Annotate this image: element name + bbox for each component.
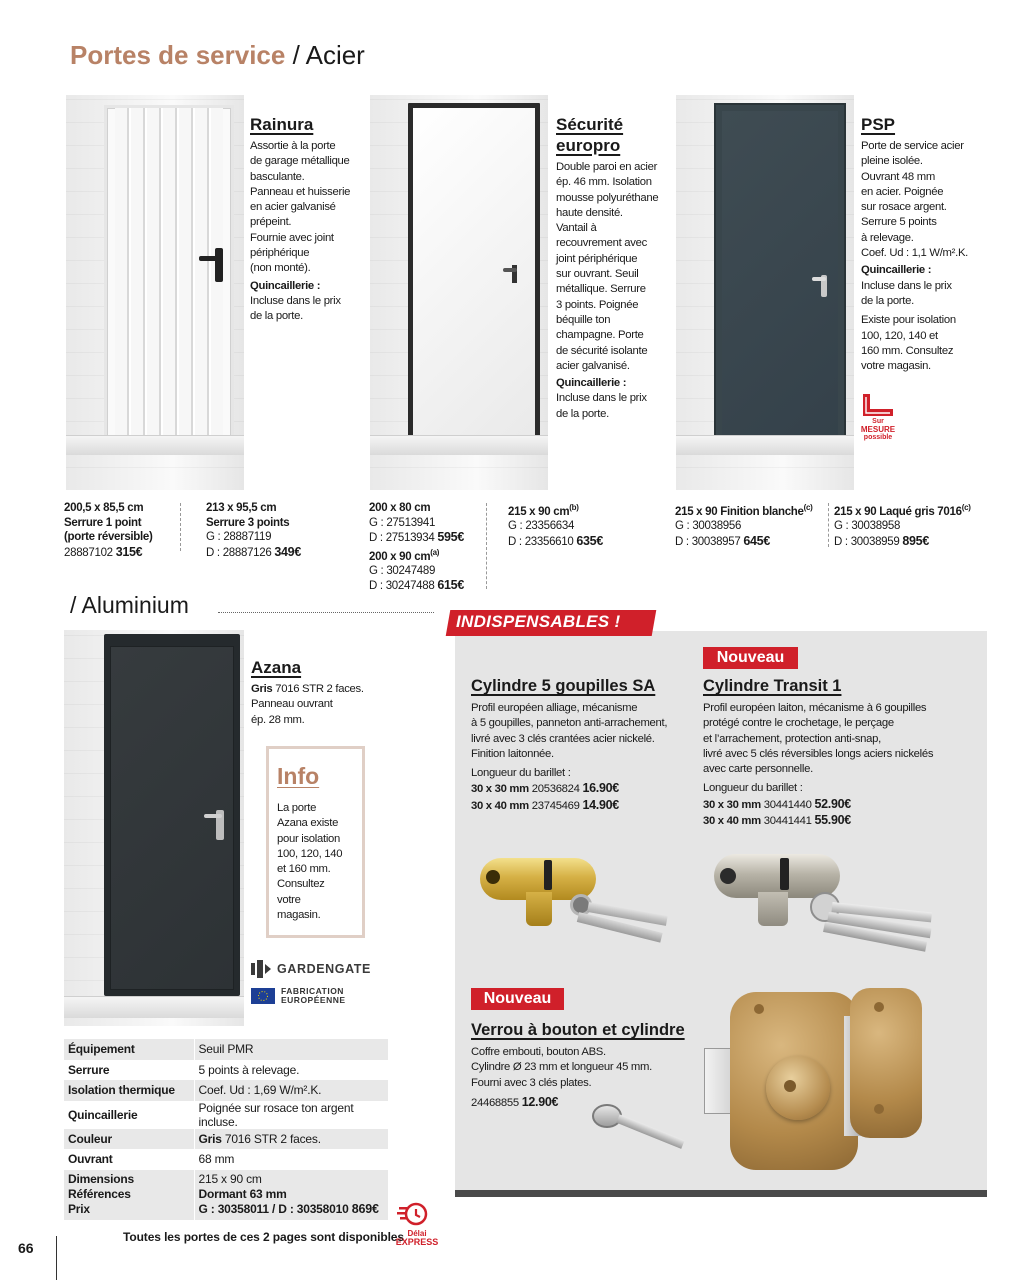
spec-key-2: Références bbox=[68, 1187, 131, 1201]
desc-line: Panneau et huisserie bbox=[250, 185, 351, 198]
door-handle bbox=[215, 248, 223, 282]
desc-line: avec carte personnelle. bbox=[703, 763, 813, 776]
desc-line: Incluse dans le prix bbox=[250, 294, 341, 307]
spec-row bbox=[64, 1080, 388, 1101]
desc-line: de la porte. bbox=[861, 294, 914, 307]
indispensables-label: INDISPENSABLES ! bbox=[456, 612, 621, 631]
spec-value: 5 points à relevage. bbox=[198, 1062, 300, 1077]
spec-value bbox=[194, 1170, 388, 1220]
variant-price: 645€ bbox=[743, 533, 770, 548]
dim-text: 215 x 90 cm bbox=[508, 505, 570, 518]
desc-line: Longueur du barillet : bbox=[471, 767, 571, 780]
footnote: (c) bbox=[803, 503, 813, 512]
variant-ref-g: G : 28887119 bbox=[206, 531, 272, 543]
securite-name-2: europro bbox=[556, 136, 621, 155]
row-ref: 30441440 bbox=[763, 798, 812, 811]
footer-note: Toutes les portes de ces 2 pages sont disponibles bbox=[123, 1230, 404, 1244]
desc-line: Existe pour isolation bbox=[861, 314, 956, 327]
footnote: (a) bbox=[430, 547, 440, 557]
variant-ref-d: D : 30038957 bbox=[675, 535, 741, 548]
variant-dim: 200,5 x 85,5 cm bbox=[64, 502, 144, 514]
transit-image bbox=[712, 840, 942, 952]
spec-value: Poignée sur rosace ton argent incluse. bbox=[198, 1100, 354, 1129]
page-number: 66 bbox=[18, 1240, 34, 1256]
delai-line-1: Délai bbox=[407, 1229, 427, 1238]
spec-key: Couleur bbox=[64, 1129, 194, 1150]
delivery-truck-icon bbox=[397, 1202, 437, 1228]
desc-line: périphérique bbox=[250, 247, 310, 260]
spec-row-last bbox=[64, 1170, 388, 1220]
variant-dim: 213 x 95,5 cm bbox=[206, 502, 277, 514]
spec-price: 869€ bbox=[351, 1202, 379, 1216]
variant-ref-row bbox=[369, 578, 479, 594]
variant-lock: Serrure 1 point bbox=[64, 516, 142, 529]
desc-line: recouvrement avec bbox=[556, 237, 647, 250]
variant-ref-row bbox=[369, 530, 479, 546]
variant-ref-row bbox=[64, 545, 174, 561]
variant-ref-g: G : 27513941 bbox=[369, 516, 436, 529]
securite-text bbox=[556, 114, 658, 422]
desc-line: Finition laitonnée. bbox=[471, 747, 554, 760]
info-line: 100, 120, 140 bbox=[277, 847, 343, 860]
delai-line-2: EXPRESS bbox=[395, 1237, 439, 1247]
desc-line: Longueur du barillet : bbox=[703, 782, 803, 795]
variant-dim: 200 x 80 cm bbox=[369, 502, 431, 514]
desc-line: sur ouvrant. Seuil bbox=[556, 268, 639, 281]
desc-line: de sécurité isolante bbox=[556, 344, 648, 357]
desc-line: Cylindre Ø 23 mm et longueur 45 mm. bbox=[471, 1061, 652, 1074]
variant-ref-row bbox=[834, 534, 984, 550]
variant-dim bbox=[675, 501, 825, 519]
spec-refs: G : 30358011 / D : 30358010 bbox=[198, 1202, 349, 1216]
desc-line: livré avec 5 clés réversibles longs aciers nickelés bbox=[703, 747, 934, 760]
row-dim: 30 x 30 mm bbox=[471, 783, 529, 796]
variant-ref-d: D : 23356610 bbox=[508, 535, 574, 548]
row-dim: 30 x 40 mm bbox=[703, 815, 761, 828]
desc-line: Incluse dans le prix bbox=[556, 392, 647, 405]
info-line: Consultez bbox=[277, 878, 325, 891]
securite-name-1: Sécurité bbox=[556, 115, 624, 134]
rainura-variant-1 bbox=[64, 501, 174, 560]
verrou-badge: Nouveau bbox=[471, 988, 564, 1010]
desc-line bbox=[251, 682, 364, 697]
spec-key: Serrure bbox=[64, 1060, 194, 1081]
spec-val-2: Dormant 63 mm bbox=[198, 1187, 287, 1201]
psp-text bbox=[861, 114, 968, 374]
desc-line: Panneau ouvrant bbox=[251, 698, 333, 711]
info-line: et 160 mm. bbox=[277, 863, 331, 876]
color-rest: 7016 STR 2 faces. bbox=[272, 683, 364, 695]
row-price: 14.90€ bbox=[582, 797, 619, 812]
desc-line: prépeint. bbox=[250, 216, 292, 229]
variant-ref-g: G : 30247489 bbox=[369, 564, 436, 577]
desc-line: Serrure 5 points bbox=[861, 216, 937, 229]
desc-line: champagne. Porte bbox=[556, 329, 644, 342]
sur-mesure-badge bbox=[858, 392, 898, 446]
fab-line-2: EUROPÉENNE bbox=[281, 995, 346, 1005]
desc-line: mousse polyuréthane bbox=[556, 191, 659, 204]
row-ref: 24468855 bbox=[471, 1096, 519, 1109]
row-dim: 30 x 40 mm bbox=[471, 799, 529, 812]
desc-line: Double paroi en acier bbox=[556, 161, 658, 173]
fab-line-1: FABRICATION bbox=[281, 986, 344, 996]
desc-line: Profil européen laiton, mécanisme à 6 goupilles bbox=[703, 702, 927, 714]
title-main: Portes de service bbox=[70, 40, 286, 70]
cyl5-image bbox=[478, 848, 678, 948]
dim-text: 215 x 90 Finition blanche bbox=[675, 505, 804, 518]
row-price: 55.90€ bbox=[814, 813, 851, 828]
quin-label: Quincaillerie : bbox=[250, 279, 321, 292]
securite-image bbox=[370, 95, 548, 490]
variant-ref-g: G : 23356634 bbox=[508, 520, 575, 533]
securite-variant-1 bbox=[369, 501, 479, 594]
variant-ref-d: D : 30038959 bbox=[834, 535, 900, 548]
verrou-lock-image bbox=[704, 986, 954, 1176]
dim-text: 200 x 90 cm bbox=[369, 550, 431, 563]
spec-value: 68 mm bbox=[198, 1152, 235, 1167]
quin-label: Quincaillerie : bbox=[556, 377, 627, 390]
variant-ref-g: G : 30038956 bbox=[675, 520, 742, 533]
price-row bbox=[471, 798, 696, 814]
variant-price: 895€ bbox=[902, 533, 929, 548]
variant-price: 615€ bbox=[437, 578, 464, 593]
desc-line: ép. 46 mm. Isolation bbox=[556, 176, 652, 189]
transit-badge: Nouveau bbox=[703, 647, 798, 669]
quin-label: Quincaillerie : bbox=[861, 264, 932, 277]
azana-spec-table bbox=[64, 1039, 388, 1220]
footnote: (b) bbox=[569, 503, 579, 512]
spec-row bbox=[64, 1060, 388, 1081]
desc-line: protégé contre le crochetage, le perçage bbox=[703, 717, 894, 730]
row-ref: 20536824 bbox=[531, 783, 580, 796]
cyl5-name: Cylindre 5 goupilles SA bbox=[471, 677, 656, 695]
variant-ref-g: G : 30038958 bbox=[834, 520, 901, 533]
eu-badge bbox=[251, 987, 346, 1005]
spec-row bbox=[64, 1101, 388, 1129]
section-title-aluminium: / Aluminium bbox=[70, 592, 189, 618]
spec-row bbox=[64, 1039, 388, 1060]
variant-ref-d: D : 28887126 bbox=[206, 546, 272, 559]
desc-line: sur rosace argent. bbox=[861, 201, 947, 214]
psp-variant-2 bbox=[834, 501, 984, 549]
rainura-image bbox=[66, 95, 244, 490]
row-price: 52.90€ bbox=[814, 796, 851, 811]
info-line: pour isolation bbox=[277, 832, 340, 845]
badge-l3: possible bbox=[863, 434, 893, 441]
variant-price: 595€ bbox=[437, 530, 464, 544]
desc-line: basculante. bbox=[250, 170, 305, 183]
variant-note: (porte réversible) bbox=[64, 531, 153, 543]
desc-line: votre magasin. bbox=[861, 360, 931, 373]
variant-ref-row bbox=[675, 534, 825, 550]
desc-line: 3 points. Poignée bbox=[556, 298, 639, 311]
price-row bbox=[703, 813, 973, 829]
desc-line: métallique. Serrure bbox=[556, 283, 646, 296]
badge-l2: MESURE bbox=[860, 425, 896, 434]
desc-line: en acier. Poignée bbox=[861, 185, 944, 198]
variant-dim bbox=[508, 501, 618, 519]
desc-line: Coef. Ud : 1,1 W/m².K. bbox=[861, 247, 969, 260]
psp-name: PSP bbox=[861, 115, 896, 134]
desc-line: 100, 120, 140 et bbox=[861, 329, 938, 342]
variant-ref-d: D : 30247488 bbox=[369, 580, 435, 593]
badge-l1: Sur bbox=[872, 418, 884, 425]
psp-variant-1 bbox=[675, 501, 825, 549]
desc-line: Fournie avec joint bbox=[250, 231, 334, 244]
rainura-name: Rainura bbox=[250, 115, 314, 134]
variant-ref-row bbox=[206, 545, 326, 561]
desc-line: de garage métallique bbox=[250, 155, 350, 168]
title-sub: / Acier bbox=[292, 40, 365, 70]
transit-name: Cylindre Transit 1 bbox=[703, 677, 842, 695]
row-price: 16.90€ bbox=[582, 781, 619, 796]
gardengate-icon bbox=[251, 960, 271, 978]
variant-price: 315€ bbox=[115, 544, 143, 559]
desc-line: en acier galvanisé bbox=[250, 201, 336, 214]
variant-ref-row bbox=[508, 534, 618, 550]
spec-value bbox=[194, 1129, 388, 1150]
spec-key: Équipement bbox=[64, 1039, 194, 1060]
info-line: votre bbox=[277, 893, 301, 906]
desc-line: et l’arrachement, protection anti-snap, bbox=[703, 732, 881, 745]
info-line: Azana existe bbox=[277, 817, 339, 830]
desc-line: Assortie à la porte bbox=[250, 140, 336, 152]
desc-line: de la porte. bbox=[556, 407, 609, 420]
spec-value-rest: 7016 STR 2 faces. bbox=[221, 1131, 321, 1146]
verrou-name: Verrou à bouton et cylindre bbox=[471, 1021, 685, 1039]
info-box bbox=[266, 746, 365, 938]
azana-text bbox=[251, 657, 364, 728]
verrou-key-image bbox=[592, 1098, 690, 1168]
variant-dim bbox=[369, 546, 479, 564]
variant-lock: Serrure 3 points bbox=[206, 516, 290, 529]
securite-variant-3 bbox=[508, 501, 618, 549]
eu-flag-icon bbox=[251, 988, 275, 1004]
spec-key-3: Prix bbox=[68, 1202, 90, 1216]
rainura-text bbox=[250, 114, 350, 325]
info-line: magasin. bbox=[277, 909, 321, 922]
spec-key-1: Dimensions bbox=[68, 1172, 135, 1186]
price-row bbox=[471, 781, 696, 797]
desc-line: Coffre embouti, bouton ABS. bbox=[471, 1046, 606, 1058]
spec-val-1: 215 x 90 cm bbox=[198, 1172, 262, 1186]
spec-key: Isolation thermique bbox=[64, 1080, 194, 1101]
brand-name: GARDENGATE bbox=[277, 962, 371, 976]
psp-image bbox=[676, 95, 854, 490]
desc-line: acier galvanisé. bbox=[556, 359, 630, 372]
row-price: 12.90€ bbox=[521, 1094, 559, 1109]
azana-image bbox=[64, 630, 244, 1026]
variant-ref: 28887102 bbox=[64, 546, 113, 559]
spec-key: Ouvrant bbox=[64, 1149, 194, 1170]
spec-value: Coef. Ud : 1,69 W/m².K. bbox=[194, 1080, 388, 1101]
info-title: Info bbox=[277, 763, 320, 789]
desc-line: à relevage. bbox=[861, 231, 914, 244]
desc-line: Profil européen alliage, mécanisme bbox=[471, 702, 638, 714]
desc-line: béquille ton bbox=[556, 313, 611, 326]
cyl5-text bbox=[471, 676, 696, 814]
page-title bbox=[70, 40, 365, 71]
desc-line: Ouvrant 48 mm bbox=[861, 170, 935, 183]
transit-text bbox=[703, 676, 973, 829]
price-row bbox=[703, 797, 973, 813]
desc-line: à 5 goupilles, panneton anti-arrachement, bbox=[471, 717, 668, 730]
ruler-icon bbox=[860, 392, 896, 418]
desc-line: (non monté). bbox=[250, 262, 311, 275]
desc-line: Vantail à bbox=[556, 222, 597, 235]
footnote: (c) bbox=[961, 503, 971, 512]
row-ref: 23745469 bbox=[531, 799, 580, 812]
variant-dim bbox=[834, 501, 984, 519]
spec-value: Seuil PMR bbox=[194, 1039, 388, 1060]
desc-line: ép. 28 mm. bbox=[251, 713, 305, 726]
desc-line: de la porte. bbox=[250, 310, 303, 323]
spec-row bbox=[64, 1149, 388, 1170]
desc-line: Incluse dans le prix bbox=[861, 279, 952, 292]
azana-name: Azana bbox=[251, 658, 302, 677]
variant-price: 635€ bbox=[576, 533, 603, 548]
variant-price: 349€ bbox=[274, 544, 301, 559]
spec-value-bold: Gris bbox=[198, 1131, 222, 1146]
desc-line: pleine isolée. bbox=[861, 155, 923, 168]
gardengate-logo bbox=[251, 960, 371, 978]
desc-line: livré avec 3 clés crantées acier nickelé. bbox=[471, 732, 655, 745]
variant-ref-d: D : 27513934 bbox=[369, 532, 435, 544]
desc-line: Porte de service acier bbox=[861, 140, 964, 152]
row-ref: 30441441 bbox=[763, 815, 812, 828]
spec-row bbox=[64, 1129, 388, 1150]
info-line: La porte bbox=[277, 802, 317, 814]
color-bold: Gris bbox=[251, 683, 273, 695]
rainura-variant-2 bbox=[206, 501, 326, 560]
spec-key bbox=[64, 1170, 194, 1220]
desc-line: 160 mm. Consultez bbox=[861, 344, 954, 357]
desc-line: Fourni avec 3 clés plates. bbox=[471, 1076, 592, 1089]
delai-express-badge bbox=[394, 1202, 440, 1256]
desc-line: joint périphérique bbox=[556, 252, 638, 265]
spec-val-3 bbox=[199, 1202, 385, 1217]
spec-key: Quincaillerie bbox=[64, 1101, 194, 1129]
desc-line: haute densité. bbox=[556, 206, 623, 219]
dim-text: 215 x 90 Laqué gris 7016 bbox=[834, 505, 962, 518]
row-dim: 30 x 30 mm bbox=[703, 798, 761, 811]
